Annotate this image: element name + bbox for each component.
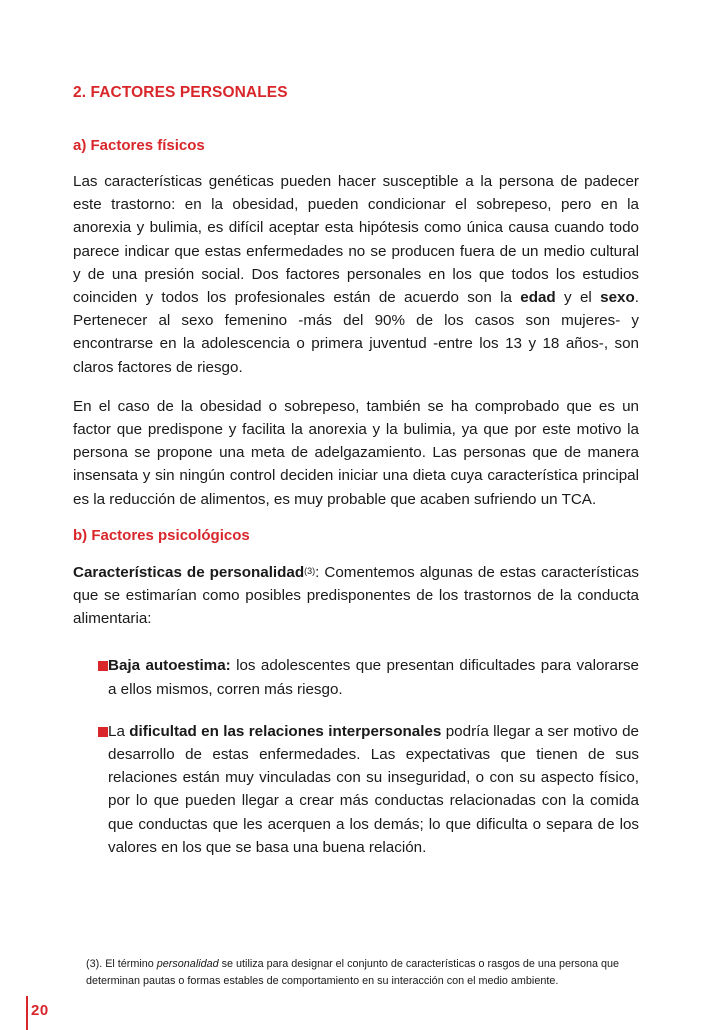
section-title: 2. FACTORES PERSONALES [73, 84, 288, 101]
bullet-text: los adolescentes que presentan dificultades para valorarse a ellos mismos, corren más riesgo. [108, 657, 639, 698]
bullet-lead: dificultad en las relaciones interpersonales [129, 722, 442, 740]
footnote-ref: (3) [304, 565, 316, 576]
text-run: (3). El término [86, 958, 157, 970]
paragraph-obesity: En el caso de la obesidad o sobrepeso, también se ha comprobado que es un factor que predispone y facilita la anorexia y la bulimia, ya que por este motivo la persona se propone una meta de adelgazamiento. Las personas que de manera insensata y sin ningún control deciden iniciar una dieta cuya característica principal es la reducción de alimentos, es muy probable que acaben sufriendo un TCA. [73, 397, 639, 508]
text-run: . Pertenecer al sexo femenino -más del 90% de los casos son mujeres- y encontrarse en la adolescencia o primera juventud -entre los 13 y 18 años-, son claros factores de riesgo. [73, 289, 639, 376]
emphasis-personality: Características de personalidad [73, 563, 305, 581]
paragraph-personality [73, 561, 639, 631]
page-content [73, 84, 639, 859]
text-run: : Comentemos algunas de estas características que se estimarían como posibles predisponentes de los trastornos de la conducta alimentaria: [73, 563, 639, 628]
list-item-self-esteem [73, 654, 639, 700]
bullet-square-icon [98, 661, 108, 671]
emphasis-edad: edad [520, 289, 556, 307]
subsection-title-physical: a) Factores físicos [73, 137, 205, 154]
paragraph-genetic-factors [73, 170, 639, 379]
text-run: se utiliza para designar el conjunto de características o rasgos de una persona que determinan pautas o formas estables de comportamiento en su interacción con el medio ambiente. [86, 958, 619, 987]
subsection-title-psychological: b) Factores psicológicos [73, 526, 250, 544]
bullet-prefix: La [108, 722, 130, 740]
footnote-term: personalidad [156, 958, 219, 970]
bullet-lead: Baja autoestima: [108, 657, 231, 675]
bullet-square-icon [98, 727, 108, 737]
text-run: Las características genéticas pueden hacer susceptible a la persona de padecer este trastorno: en la obesidad, pueden condicionar el sobrepeso, pero en la anorexia y bulimia, es difícil aceptar esta hipótesis como única causa cuando todo parece indicar que estas enfermedades no se producen fuera de un medio cultural y de una presión social. Dos factores personales en los que todos los estudios coinciden y todos los profesionales están de acuerdo son la [73, 173, 639, 307]
page-number-bar [26, 996, 28, 1030]
footnote [86, 956, 634, 990]
list-item-interpersonal [73, 720, 639, 859]
emphasis-sexo: sexo [600, 289, 635, 307]
text-run: y el [555, 289, 601, 307]
page-number: 20 [31, 1002, 49, 1019]
bullet-text: podría llegar a ser motivo de desarrollo de estas enfermedades. Las expectativas que tienen de sus relaciones están muy vinculadas con su inseguridad, o con su aspecto físico, por lo que pueden llegar a crear más conductas relacionadas con la comida que conductas que les acerquen a los demás; lo que dificulta o separa de los valores en los que se basa una buena relación. [108, 722, 639, 856]
